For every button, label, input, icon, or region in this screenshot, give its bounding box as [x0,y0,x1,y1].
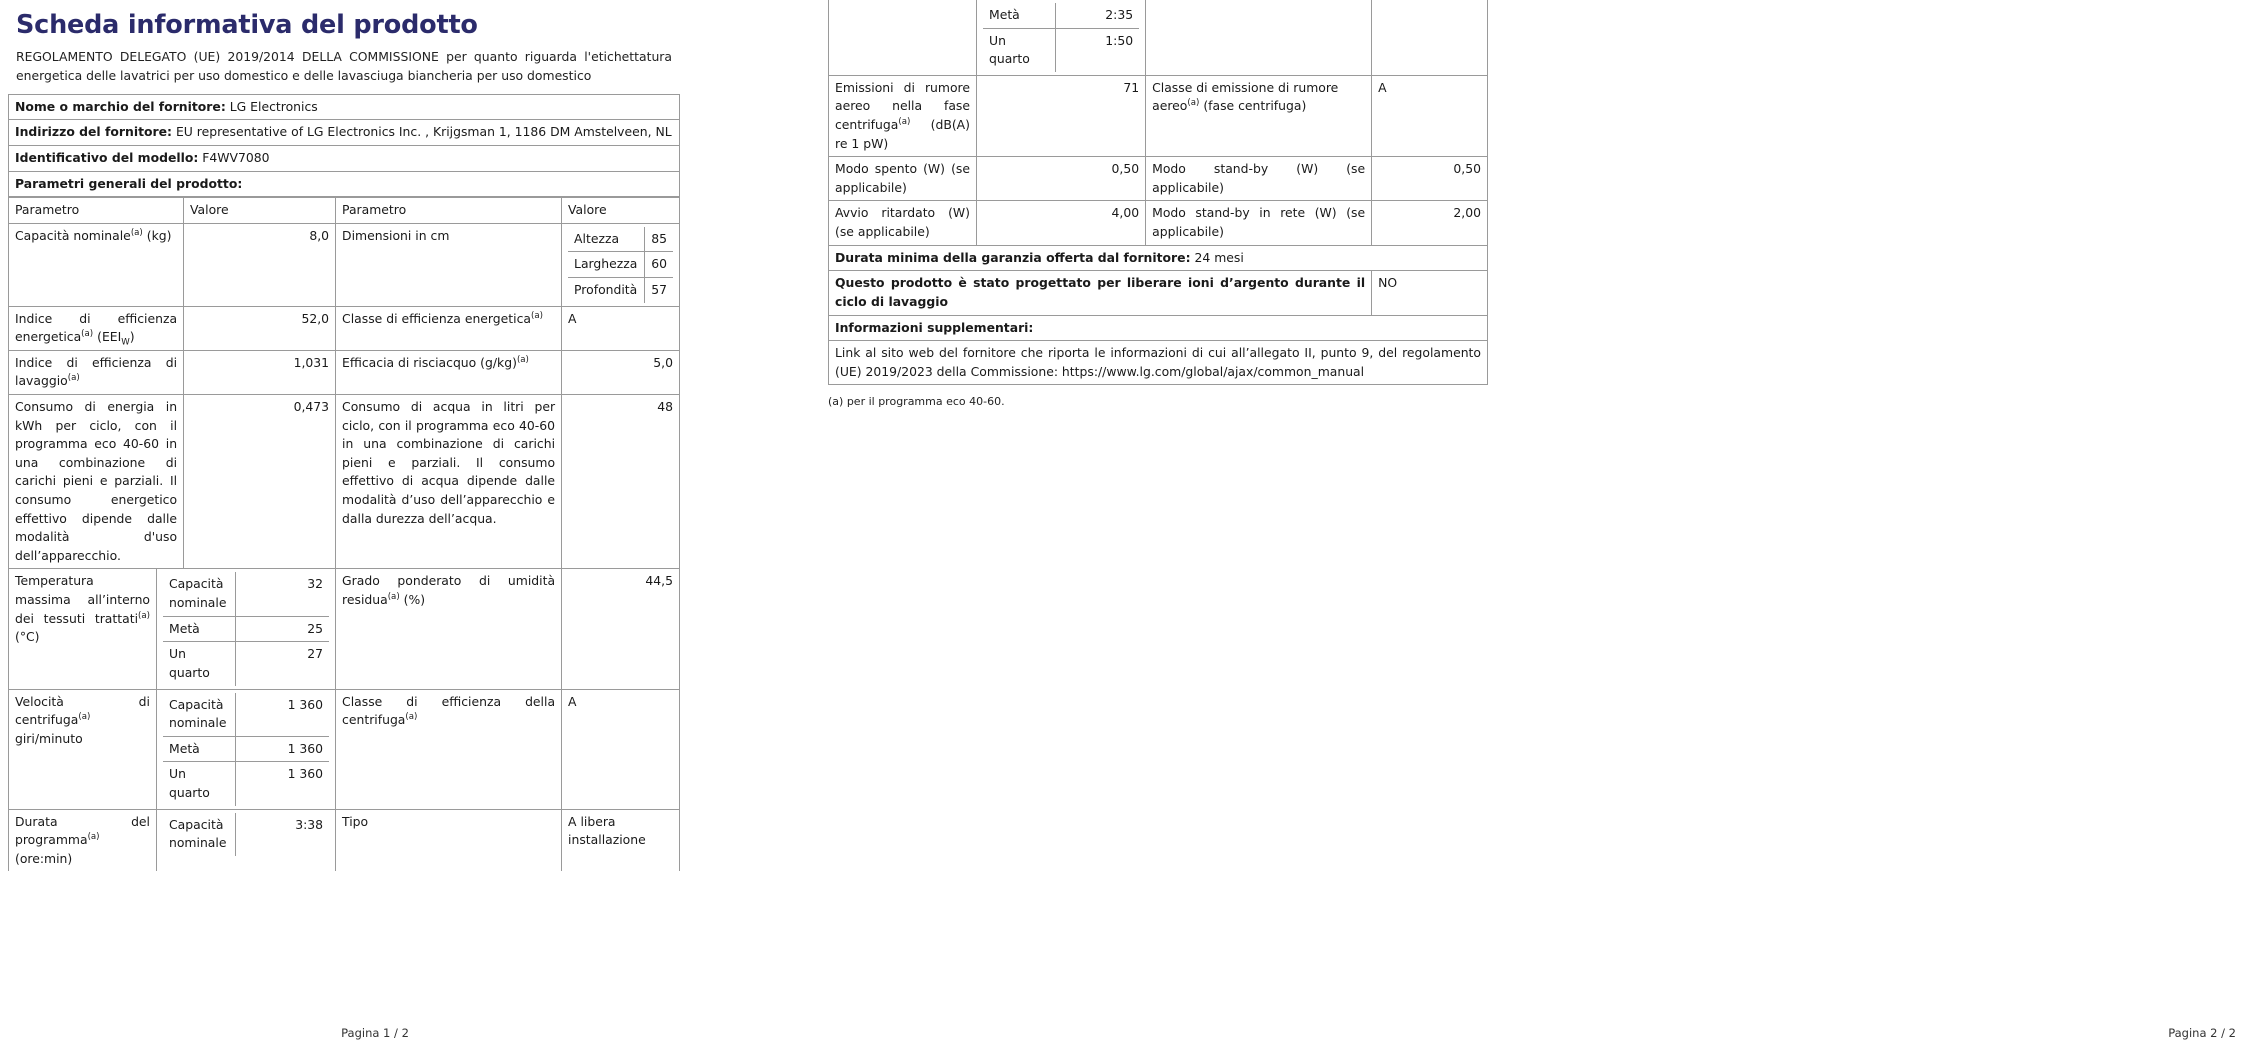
table-row-height [568,227,673,252]
supplier-name-cell [9,94,680,120]
standby-label: Modo stand-by (W) (se applicabile) [1146,157,1372,201]
water-value: 48 [562,395,680,569]
spin-half-label: Metà [163,736,235,762]
table-row-general-section [9,171,680,197]
temp-nominal-label: Capacità nominale [163,572,235,616]
moisture-label-text: Grado ponderato di umidità residua [342,573,556,608]
temp-nominal-value: 32 [235,572,329,616]
eei-label-unit: (EEI [97,329,122,345]
noise-class-label-sup: (a) [1187,98,1200,109]
energy-class-label [336,306,562,350]
temperature-label-text: Temperatura massima all’interno dei tessuti trattati [15,573,150,626]
header-valore-2: Valore [562,198,680,224]
table-row-model-id [9,145,680,171]
table-row-delay-start [829,201,1488,245]
duration-table-page2 [983,3,1139,72]
spin-label [9,689,157,809]
noise-label [829,75,977,156]
rinse-label-text: Efficacia di risciacquo (g/kg) [342,354,517,370]
type-value-continued [1372,0,1488,75]
type-value: A libera installazione [562,809,680,871]
spin-class-value: A [562,689,680,809]
duration-nominal-label: Capacità nominale [163,813,235,856]
dimensions-label: Dimensioni in cm [336,223,562,306]
network-standby-label: Modo stand-by in rete (W) (se applicabile) [1146,201,1372,245]
spin-quarter-label: Un quarto [163,762,235,806]
header-valore-1: Valore [184,198,336,224]
duration-label-text: Durata del programma [15,813,150,848]
spin-nominal-label: Capacità nominale [163,693,235,737]
table-row-spin-half [163,736,329,762]
dim-width-value: 60 [645,252,673,278]
duration-quarter-value: 1:50 [1055,28,1139,72]
temperature-label-sup: (a) [138,610,150,621]
type-label: Tipo [336,809,562,871]
general-parameters-table-continued [828,0,1488,385]
off-mode-label: Modo spento (W) (se applicabile) [829,157,977,201]
temperature-label [9,569,157,689]
additional-info-text: Link al sito web del fornitore che riporta le informazioni di cui all’allegato II, punto 9, del regolamento (UE) 2019/2023 della Commissione: https://www.lg.com/global/ajax/common_manual [829,341,1488,385]
temp-quarter-label: Un quarto [163,642,235,686]
page-1-footer: Pagina 1 / 2 [341,1026,409,1040]
spin-table [163,693,329,806]
washing-value: 1,031 [184,350,336,394]
supplier-address-value: EU representative of LG Electronics Inc. , Krijgsman 1, 1186 DM Amstelveen, NL [175,124,672,140]
off-mode-value: 0,50 [977,157,1146,201]
additional-info-label-cell [829,315,1488,341]
table-row-warranty [829,245,1488,271]
spin-class-label [336,689,562,809]
supplier-address-label: Indirizzo del fornitore: [15,124,172,140]
table-row-energy-consumption [9,395,680,569]
additional-info-label: Informazioni supplementari: [835,319,1034,335]
eei-value: 52,0 [184,306,336,350]
moisture-label [336,569,562,689]
duration-half-label: Metà [983,3,1055,28]
duration-table-page1 [163,813,329,856]
washing-label-sup: (a) [67,373,80,384]
supplier-table [8,94,680,197]
rinse-label [336,350,562,394]
table-row-duration-quarter [983,28,1139,72]
model-id-label: Identificativo del modello: [15,149,199,165]
energy-class-value: A [562,306,680,350]
dim-depth-value: 57 [645,277,673,302]
table-row-width [568,252,673,278]
general-parameters-table [8,197,680,871]
network-standby-value: 2,00 [1372,201,1488,245]
energy-class-label-sup: (a) [531,310,543,321]
noise-label-unit: (dB(A) re 1 pW) [835,117,970,151]
noise-class-label [1146,75,1372,156]
table-row-additional-body [829,341,1488,385]
moisture-label-sup: (a) [387,591,400,602]
capacity-label-sup: (a) [130,227,143,238]
water-label: Consumo di acqua in litri per ciclo, con il programma eco 40-60 in una combinazione di carichi pieni e parziali. Il consumo effettivo di acqua dipende dalle modalità d’uso dell’apparecchio e dalla durezza dell’acqua. [336,395,562,569]
spin-class-label-text: Classe di efficienza della centrifuga [342,693,556,728]
rinse-value: 5,0 [562,350,680,394]
table-row-temp-half [163,616,329,642]
silver-ions-value: NO [1372,271,1488,315]
spin-half-value: 1 360 [235,736,329,762]
header-parametro-1: Parametro [9,198,184,224]
general-section-label: Parametri generali del prodotto: [15,175,243,191]
dim-depth-label: Profondità [568,277,645,302]
dimensions-table [568,227,673,303]
duration-label-sup: (a) [87,832,100,843]
duration-values-cell [157,809,336,871]
table-row-spin-speed [9,689,680,809]
duration-half-value: 2:35 [1055,3,1139,28]
table-row-off-mode [829,157,1488,201]
spin-quarter-value: 1 360 [235,762,329,806]
standby-value: 0,50 [1372,157,1488,201]
eei-label-unit-end: ) [129,329,135,345]
washing-label-text: Indice di efficienza di lavaggio [15,354,178,389]
capacity-value: 8,0 [184,223,336,306]
model-id-cell [9,145,680,171]
table-row-duration-nominal [163,813,329,856]
table-row-silver-ions [829,271,1488,315]
spin-label-text: Velocità di centrifuga [15,693,150,728]
washing-label [9,350,184,394]
duration-quarter-label: Un quarto [983,28,1055,72]
warranty-cell [829,245,1488,271]
table-row-supplier-name [9,94,680,120]
table-row-spin-quarter [163,762,329,806]
spin-nominal-value: 1 360 [235,693,329,737]
temp-half-value: 25 [235,616,329,642]
table-row-supplier-address [9,120,680,146]
table-header-row [9,198,680,224]
table-row-capacity [9,223,680,306]
table-row-spin-nominal [163,693,329,737]
noise-label-text: Emissioni di rumore aereo nella fase centrifuga [835,79,970,133]
noise-value: 71 [977,75,1146,156]
moisture-value: 44,5 [562,569,680,689]
footnote: (a) per il programma eco 40-60. [828,395,1005,409]
noise-label-sup: (a) [898,116,911,127]
warranty-label: Durata minima della garanzia offerta dal fornitore: [835,249,1191,265]
model-id-value: F4WV7080 [202,149,270,165]
table-row-washing-efficiency [9,350,680,394]
delay-start-label: Avvio ritardato (W) (se applicabile) [829,201,977,245]
eei-label-text: Indice di efficienza energetica [15,310,178,345]
spin-label-unit: giri/minuto [15,730,83,746]
spin-label-sup: (a) [78,712,91,723]
table-row-eei [9,306,680,350]
page-1-content [8,4,680,871]
eei-label [9,306,184,350]
capacity-label-text: Capacità nominale [15,227,131,243]
duration-nominal-value: 3:38 [235,813,329,856]
temperature-table [163,572,329,685]
duration-values-cell-continued [977,0,1146,75]
capacity-label-unit: (kg) [146,227,172,243]
temp-quarter-value: 27 [235,642,329,686]
eei-label-sub: W [121,337,130,348]
table-row-temp-quarter [163,642,329,686]
noise-class-value: A [1372,75,1488,156]
dim-width-label: Larghezza [568,252,645,278]
temp-half-label: Metà [163,616,235,642]
page-2-content [828,0,1488,408]
table-row-additional-header [829,315,1488,341]
moisture-label-unit: (%) [403,592,426,608]
spin-values-cell [157,689,336,809]
table-row-depth [568,277,673,302]
noise-class-label-unit: (fase centrifuga) [1203,98,1307,114]
general-section-cell [9,171,680,197]
header-parametro-2: Parametro [336,198,562,224]
energy-class-label-text: Classe di efficienza energetica [342,310,531,326]
table-row-temperature [9,569,680,689]
silver-ions-label: Questo prodotto è stato progettato per liberare ioni d’argento durante il ciclo di lavaggio [829,271,1372,315]
table-row-noise [829,75,1488,156]
dimensions-cell [562,223,680,306]
regulation-intro: REGOLAMENTO DELEGATO (UE) 2019/2014 DELLA COMMISSIONE per quanto riguarda l'etichettatura energetica delle lavatrici per uso domestico e delle lavasciuga biancheria per uso domestico [16,49,672,83]
dim-height-label: Altezza [568,227,645,252]
table-row-programme-duration [9,809,680,871]
energy-value: 0,473 [184,395,336,569]
supplier-name-label: Nome o marchio del fornitore: [15,98,226,114]
table-row-duration-continued [829,0,1488,75]
table-row-duration-half [983,3,1139,28]
noise-class-label-text: Classe di emissione di rumore aereo [1152,79,1339,114]
temperature-values-cell [157,569,336,689]
supplier-name-value: LG Electronics [229,98,318,114]
page-2 [750,0,2236,1050]
duration-label-continued [829,0,977,75]
dim-height-value: 85 [645,227,673,252]
duration-label [9,809,157,871]
page-2-footer: Pagina 2 / 2 [2168,1026,2236,1040]
page-title: Scheda informativa del prodotto [16,10,478,40]
rinse-label-sup: (a) [516,354,529,365]
temperature-label-unit: (°C) [15,629,40,645]
eei-label-sup: (a) [81,329,94,340]
supplier-address-cell [9,120,680,146]
page-1 [0,0,750,1050]
delay-start-value: 4,00 [977,201,1146,245]
table-row-temp-nominal [163,572,329,616]
duration-label-unit: (ore:min) [15,850,73,866]
type-label-continued [1146,0,1372,75]
spin-class-label-sup: (a) [405,712,418,723]
warranty-value: 24 mesi [1194,249,1244,265]
capacity-label [9,223,184,306]
energy-label: Consumo di energia in kWh per ciclo, con il programma eco 40-60 in una combinazione di carichi pieni e parziali. Il consumo energetico effettivo dipende dalle modalità d'uso dell’apparecchio. [9,395,184,569]
